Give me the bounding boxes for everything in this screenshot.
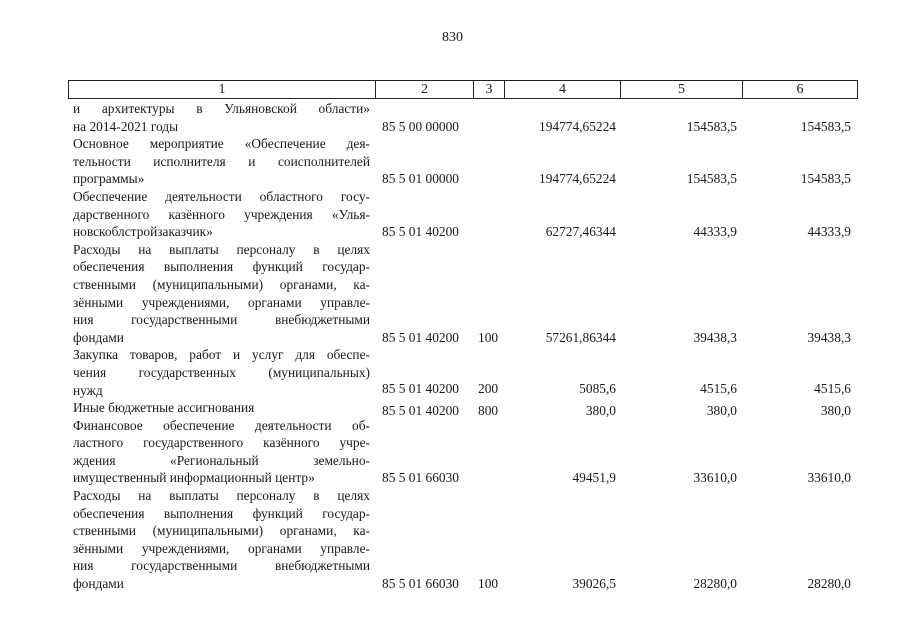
- table-row: [0, 241, 905, 347]
- row-code: 85 5 01 66030: [382, 470, 459, 486]
- row-code: 85 5 01 00000: [382, 171, 459, 187]
- row-code: 85 5 00 00000: [382, 118, 459, 134]
- row-name-line: и архитектуры в Ульяновской области»: [73, 101, 370, 116]
- row-name: [73, 346, 370, 399]
- row-expense-type: 100: [478, 329, 499, 345]
- row-name-line: нужд: [73, 382, 103, 398]
- header-col-1: 1: [69, 81, 376, 98]
- row-name: [73, 100, 370, 135]
- row-value-col5: 44333,9: [693, 224, 737, 240]
- row-name: [73, 487, 370, 593]
- header-col-2: 2: [376, 81, 474, 98]
- row-expense-type: 200: [478, 380, 499, 396]
- header-col-6: 6: [796, 82, 804, 97]
- row-value-col5: 28280,0: [693, 576, 737, 592]
- table-row: [0, 135, 905, 188]
- row-name-line: Закупка товаров, работ и услуг для обеспе-: [73, 347, 370, 363]
- table-header: [68, 80, 858, 99]
- header-col-4: 4: [505, 81, 621, 98]
- row-value-col4: 380,0: [585, 403, 616, 419]
- table-row: [0, 100, 905, 135]
- row-name-line: фондами: [73, 329, 124, 345]
- row-value-col6: 380,0: [820, 403, 851, 419]
- row-name-line: ственными (муниципальными) органами, ка-: [73, 523, 370, 539]
- row-name: [73, 417, 370, 487]
- row-name-line: ждения «Региональный земельно-: [73, 452, 370, 468]
- row-code: 85 5 01 40200: [382, 224, 459, 240]
- row-name-line: Финансовое обеспечение деятельности об-: [73, 417, 370, 433]
- row-name-line: новскоблстройзаказчик»: [73, 224, 213, 240]
- row-name: [73, 188, 370, 241]
- row-name-line: ния государственными внебюджетными: [73, 558, 370, 574]
- header-col-3: 3: [474, 81, 505, 98]
- row-name-line: Расходы на выплаты персоналу в целях: [73, 488, 370, 504]
- row-value-col5: 33610,0: [693, 470, 737, 486]
- row-name: [73, 241, 370, 347]
- row-name-line: фондами: [73, 576, 124, 592]
- row-value-col5: 154583,5: [686, 118, 737, 134]
- row-value-col6: 154583,5: [800, 118, 851, 134]
- row-name-line: обеспечения выполнения функций государ-: [73, 259, 370, 275]
- row-value-col6: 28280,0: [807, 576, 851, 592]
- row-value-col5: 380,0: [706, 403, 737, 419]
- row-name-line: обеспечения выполнения функций государ-: [73, 505, 370, 521]
- row-name-line: Иные бюджетные ассигнования: [73, 400, 255, 416]
- row-name-line: ластного государственного казённого учре-: [73, 435, 370, 451]
- table-row: [0, 399, 905, 417]
- row-code: 85 5 01 40200: [382, 403, 459, 419]
- row-value-col4: 194774,65224: [539, 171, 616, 187]
- page-number: 830: [442, 30, 463, 45]
- row-name: [73, 399, 370, 417]
- row-name-line: ственными (муниципальными) органами, ка-: [73, 276, 370, 292]
- row-name-line: зёнными учреждениями, органами управле-: [73, 294, 370, 310]
- table-row: [0, 417, 905, 487]
- table-row: [0, 487, 905, 593]
- row-name-line: тельности исполнителя и соисполнителей: [73, 153, 370, 169]
- row-name-line: на 2014-2021 годы: [73, 118, 179, 134]
- row-expense-type: 100: [478, 576, 499, 592]
- header-col-5: 5: [621, 81, 743, 98]
- table-row: [0, 346, 905, 399]
- row-name-line: ния государственными внебюджетными: [73, 312, 370, 328]
- row-value-col4: 49451,9: [572, 470, 616, 486]
- row-value-col6: 39438,3: [807, 329, 851, 345]
- row-name-line: Основное мероприятие «Обеспечение дея-: [73, 136, 370, 152]
- row-name-line: чения государственных (муниципальных): [73, 364, 370, 380]
- row-value-col4: 57261,86344: [545, 329, 616, 345]
- row-value-col6: 44333,9: [807, 224, 851, 240]
- row-code: 85 5 01 40200: [382, 329, 459, 345]
- row-value-col4: 5085,6: [579, 380, 616, 396]
- row-code: 85 5 01 40200: [382, 380, 459, 396]
- row-expense-type: 800: [478, 403, 499, 419]
- row-name-line: зёнными учреждениями, органами управле-: [73, 540, 370, 556]
- row-value-col5: 154583,5: [686, 171, 737, 187]
- table-body: [0, 100, 905, 593]
- row-value-col5: 39438,3: [693, 329, 737, 345]
- row-name-line: Обеспечение деятельности областного госу-: [73, 188, 370, 204]
- row-value-col4: 194774,65224: [539, 118, 616, 134]
- row-value-col6: 154583,5: [800, 171, 851, 187]
- table-row: [0, 188, 905, 241]
- row-name-line: имущественный информационный центр»: [73, 470, 315, 486]
- row-value-col4: 39026,5: [572, 576, 616, 592]
- row-name-line: программы»: [73, 171, 145, 187]
- row-name: [73, 135, 370, 188]
- row-name-line: Расходы на выплаты персоналу в целях: [73, 241, 370, 257]
- row-value-col6: 33610,0: [807, 470, 851, 486]
- row-code: 85 5 01 66030: [382, 576, 459, 592]
- row-name-line: дарственного казённого учреждения «Улья-: [73, 206, 370, 222]
- row-value-col5: 4515,6: [700, 380, 737, 396]
- row-value-col6: 4515,6: [814, 380, 851, 396]
- row-value-col4: 62727,46344: [545, 224, 616, 240]
